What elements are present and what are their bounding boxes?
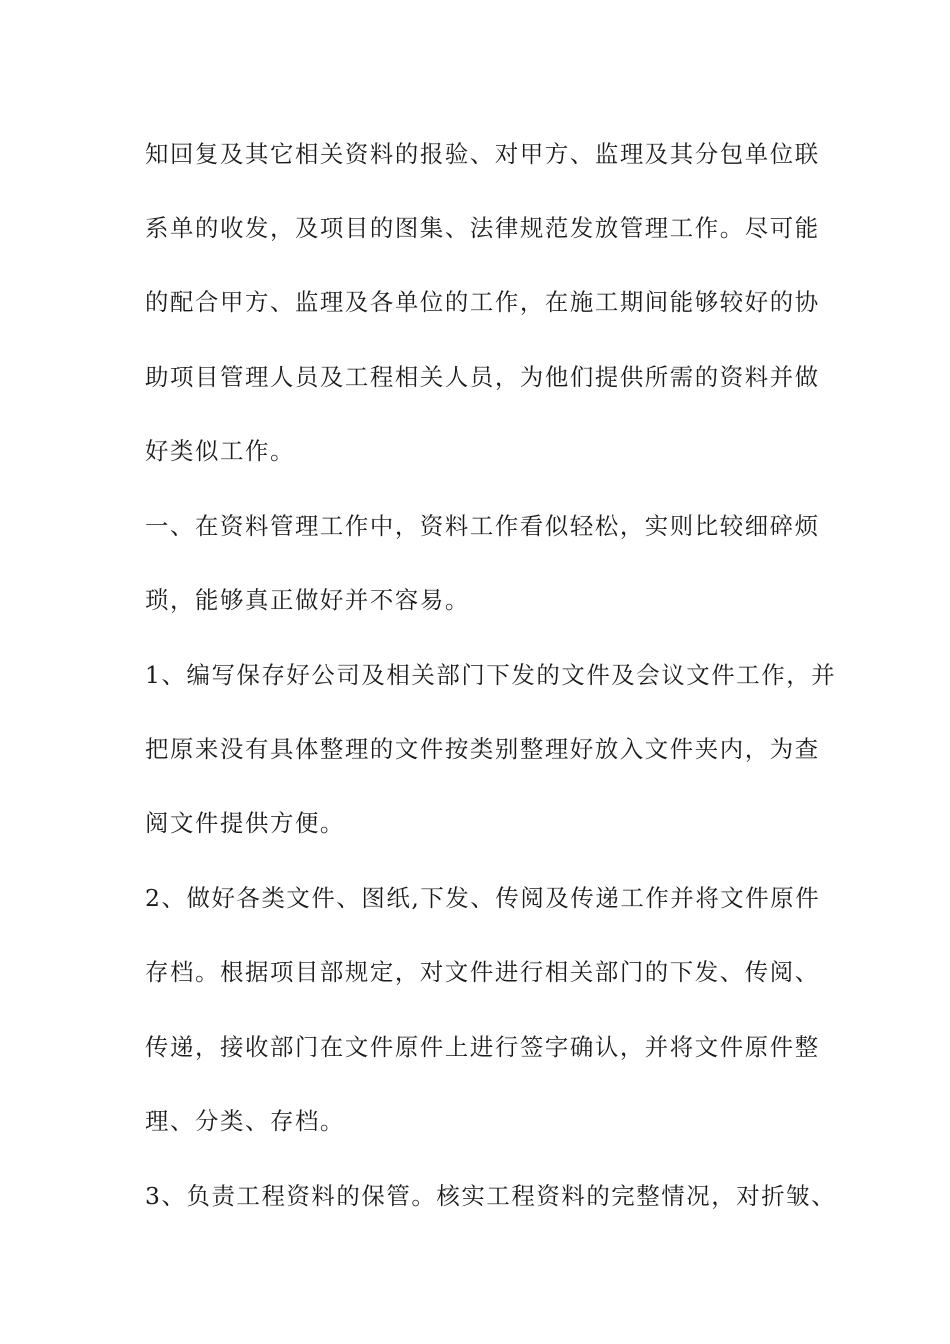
list-item-line: 3、负责工程资料的保管。核实工程资料的完整情况，对折皱、 xyxy=(145,1182,837,1210)
text-line: 的配合甲方、监理及各单位的工作，在施工期间能够较好的协 xyxy=(145,288,820,316)
section-heading-line: 一、在资料管理工作中，资料工作看似轻松，实则比较细碎烦 xyxy=(145,512,820,540)
text-line: 琐，能够真正做好并不容易。 xyxy=(145,586,470,614)
text-line: 好类似工作。 xyxy=(145,437,295,465)
text-line: 知回复及其它相关资料的报验、对甲方、监理及其分包单位联 xyxy=(145,140,820,168)
text-line: 传递，接收部门在文件原件上进行签字确认，并将文件原件整 xyxy=(145,1033,820,1061)
list-item-line: 1、编写保存好公司及相关部门下发的文件及会议文件工作，并 xyxy=(145,661,837,689)
text-line: 理、分类、存档。 xyxy=(145,1107,345,1135)
text-line: 存档。根据项目部规定，对文件进行相关部门的下发、传阅、 xyxy=(145,958,820,986)
text-line: 助项目管理人员及工程相关人员，为他们提供所需的资料并做 xyxy=(145,363,820,391)
text-line: 把原来没有具体整理的文件按类别整理好放入文件夹内，为查 xyxy=(145,735,820,763)
text-line: 阅文件提供方便。 xyxy=(145,809,345,837)
list-item-line: 2、做好各类文件、图纸,下发、传阅及传递工作并将文件原件 xyxy=(145,884,821,912)
text-line: 系单的收发，及项目的图集、法律规范发放管理工作。尽可能 xyxy=(145,214,820,242)
